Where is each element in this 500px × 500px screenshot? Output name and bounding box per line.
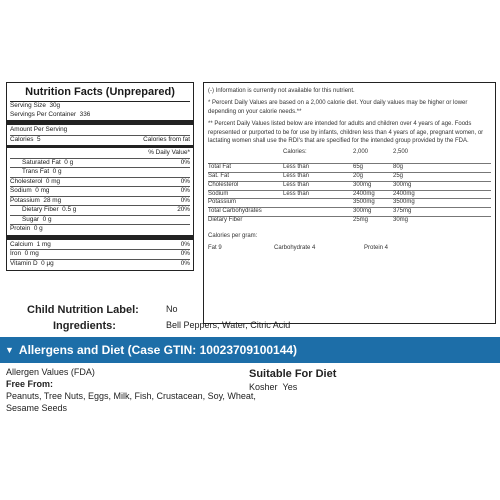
dv-col-2000: 2,000	[353, 149, 369, 156]
dv-row-2000: 3500mg	[353, 199, 393, 208]
dv-row-label: Cholesterol	[208, 181, 283, 190]
nutrient-amount: 0 g	[52, 168, 62, 175]
dv-row-qualifier	[283, 199, 353, 208]
ingredients-label: Ingredients:	[53, 320, 116, 332]
servings-value: 336	[79, 110, 91, 118]
dv-row-2500: 3500mg	[393, 199, 491, 208]
dv-row-label: Potassium	[208, 199, 283, 208]
allergen-values-label: Allergen Values (FDA)	[6, 367, 95, 377]
daily-values-footnotes	[203, 82, 496, 324]
dv-row-2000: 300mg	[353, 208, 393, 217]
suitable-for-diet	[249, 367, 336, 393]
dv-row-qualifier: Less than	[283, 164, 353, 173]
dv-calories-label: Calories:	[283, 149, 307, 156]
dv-row-2000: 20g	[353, 173, 393, 182]
calories-row	[10, 135, 190, 145]
servings-label: Servings Per Container	[10, 110, 77, 118]
nutrient-label: Cholesterol	[10, 177, 43, 185]
nutrient-label: Trans Fat	[22, 168, 50, 175]
nutrient-amount: 28 mg	[43, 196, 62, 204]
diet-header: Suitable For Diet	[249, 368, 337, 380]
vitamin-row	[10, 249, 190, 259]
dv-row-2000: 2400mg	[353, 190, 393, 199]
dv-col-2500: 2,500	[393, 149, 409, 156]
free-from-label: Free From:	[6, 379, 54, 389]
footnote-2: * Percent Daily Values are based on a 2,000 calorie diet. Your daily values may be higher or lower depending on your calorie needs.**	[208, 100, 468, 115]
dv-table-row	[208, 199, 491, 208]
nutrient-label: Saturated Fat	[22, 158, 61, 166]
vitamin-dv: 0%	[180, 240, 190, 248]
per-gram-item: Carbohydrate 4	[274, 244, 316, 251]
dv-row-label: Total Carbohydrates	[208, 208, 283, 217]
footnote-3: ** Percent Daily Values listed below are intended for adults and children over 4 years of age. Foods represented or purported to be for use by infants, children less than 4 years of age, pregnant women, or lactating women shall use the RDI's that are specified for the intended group provided by the FDA.	[208, 121, 484, 145]
amount-per-serving-label: Amount Per Serving	[10, 126, 68, 133]
calories-value: 5	[37, 135, 41, 143]
nutrition-facts-panel	[6, 82, 194, 271]
dv-row-2500: 300mg	[393, 181, 491, 190]
vitamin-amount: 1 mg	[36, 240, 51, 248]
allergen-values	[6, 366, 256, 414]
dv-table-row	[208, 181, 491, 190]
nutrient-label: Protein	[10, 225, 31, 232]
dv-table-row	[208, 164, 491, 173]
nutrient-rows	[10, 158, 190, 234]
daily-values-table	[208, 149, 491, 224]
dv-row-qualifier	[283, 217, 353, 225]
nutrient-label: Dietary Fiber	[22, 206, 59, 213]
vitamin-row	[10, 241, 190, 250]
nutrient-amount: 0.5 g	[62, 206, 77, 213]
per-gram-item: Fat 9	[208, 244, 222, 251]
dv-row-label: Total Fat	[208, 164, 283, 173]
nutrient-row	[10, 186, 190, 196]
dv-row-2000: 65g	[353, 164, 393, 173]
dv-table-header	[208, 149, 491, 157]
dv-row-2500: 30mg	[393, 217, 491, 225]
thick-divider	[7, 120, 193, 125]
nutrient-dv: 0%	[180, 187, 190, 194]
dv-header: % Daily Value*	[148, 149, 190, 156]
per-gram-label: Calories per gram:	[208, 232, 258, 239]
dv-table-row	[208, 173, 491, 182]
medium-divider	[7, 145, 193, 148]
vitamin-dv: 0%	[180, 259, 190, 267]
dv-row-2500: 80g	[393, 164, 491, 173]
dv-row-label: Dietary Fiber	[208, 217, 283, 225]
dv-table-row	[208, 190, 491, 199]
dv-row-2000: 25mg	[353, 217, 393, 225]
dv-row-2000: 300mg	[353, 181, 393, 190]
nutrient-amount: 0 g	[64, 158, 74, 166]
dv-row-qualifier	[283, 208, 353, 217]
nutrient-row	[10, 177, 190, 187]
free-from-line-2: Sesame Seeds	[6, 403, 68, 413]
nutrient-row	[10, 224, 190, 234]
nutrient-row	[10, 205, 190, 215]
dv-row-2500: 2400mg	[393, 190, 491, 199]
dv-row-qualifier: Less than	[283, 190, 353, 199]
dv-row-qualifier: Less than	[283, 181, 353, 190]
nutrient-label: Potassium	[10, 196, 40, 204]
nutrient-label: Sugar	[22, 215, 40, 223]
nutrient-amount: 0 g	[42, 215, 52, 223]
nutrient-label: Sodium	[10, 187, 32, 194]
vitamin-label: Iron	[10, 250, 22, 257]
calories-fat-label: Calories from fat	[143, 135, 190, 143]
amount-per-serving	[10, 126, 190, 135]
footnote-1: (-) Information is currently not available for this nutrient.	[208, 88, 355, 94]
nutrient-amount: 0 mg	[45, 177, 61, 185]
nutrient-dv: 0%	[180, 158, 190, 166]
nutrient-dv: 0%	[180, 177, 190, 185]
dv-table-row	[208, 217, 491, 225]
nutrition-title: Nutrition Facts (Unprepared)	[10, 85, 190, 102]
vitamin-amount: 0 µg	[41, 259, 54, 267]
vitamin-row	[10, 259, 190, 269]
dv-table-row	[208, 208, 491, 217]
per-gram-item: Protein 4	[364, 244, 389, 251]
nutrient-row	[10, 158, 190, 168]
thick-divider-2	[7, 235, 193, 240]
dv-header-row	[10, 149, 190, 158]
diet-row	[249, 381, 336, 393]
diet-value: Yes	[282, 382, 298, 392]
dv-row-2500: 375mg	[393, 208, 491, 217]
nutrient-dv: 0%	[180, 196, 190, 204]
diet-label: Kosher	[249, 382, 278, 392]
nutrient-amount: 0 g	[33, 225, 43, 232]
nutrient-row	[10, 215, 190, 225]
per-gram-values	[208, 245, 491, 251]
free-from-line-1: Peanuts, Tree Nuts, Eggs, Milk, Fish, Crustacean, Soy, Wheat,	[6, 391, 256, 401]
allergen-header-text: Allergens and Diet (Case GTIN: 10023709100144)	[18, 343, 298, 357]
vitamin-rows	[10, 241, 190, 269]
child-nutrition-value: No	[166, 304, 178, 314]
servings-row	[10, 111, 190, 120]
serving-size-row	[10, 102, 190, 111]
nutrient-row	[10, 167, 190, 177]
vitamin-amount: 0 mg	[24, 250, 39, 257]
vitamin-dv: 0%	[180, 250, 190, 257]
nutrient-amount: 0 mg	[35, 187, 50, 194]
serving-size-label: Serving Size	[10, 102, 46, 109]
serving-size-value: 30g	[49, 102, 61, 109]
ingredients-value: Bell Peppers, Water, Citric Acid	[166, 320, 291, 330]
child-nutrition-label: Child Nutrition Label:	[27, 304, 139, 316]
allergen-section-header[interactable]	[0, 337, 500, 363]
vitamin-label: Calcium	[10, 240, 34, 248]
nutrient-row	[10, 196, 190, 206]
dv-row-2500: 25g	[393, 173, 491, 182]
dv-row-label: Sodium	[208, 190, 283, 199]
dv-row-label: Sat. Fat	[208, 173, 283, 182]
dv-row-qualifier: Less than	[283, 173, 353, 182]
triangle-down-icon: ▼	[5, 345, 14, 355]
nutrient-dv: 20%	[177, 206, 190, 213]
vitamin-label: Vitamin D	[10, 259, 38, 267]
calories-label: Calories	[10, 135, 34, 143]
